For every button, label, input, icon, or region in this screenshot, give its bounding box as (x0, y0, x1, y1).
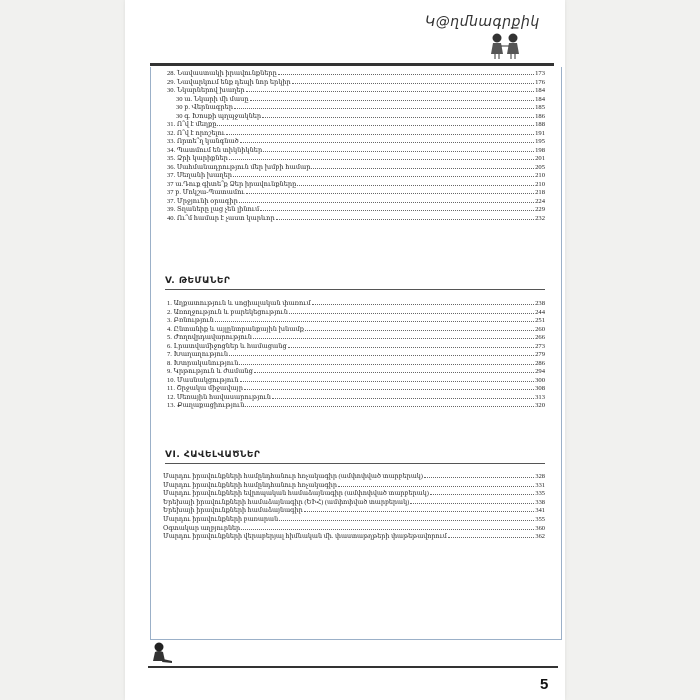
dot-leader (215, 321, 534, 322)
toc-entry-page: 184 (535, 87, 545, 94)
dot-leader (233, 176, 534, 177)
toc-entry-title: 7. Խաղաղություն (167, 351, 229, 358)
toc-entry-page: 238 (535, 300, 545, 307)
dot-leader (292, 83, 534, 84)
toc-entry (167, 121, 545, 130)
section-vi-title: VI. ՀԱՎԵԼՎԱԾՆԵՐ (165, 450, 261, 460)
toc-part-iv (167, 70, 545, 223)
toc-entry-page: 251 (535, 317, 545, 324)
toc-entry-title: 39. Տղաները լաց չեն լինում (167, 206, 260, 213)
toc-entry-title: Երեխայի իրավունքների համաձայնագիր (ԵԻՀ) (ամփոփված տարբերակ) (163, 498, 410, 506)
section-vi-rule (165, 463, 545, 464)
footer-rule (148, 666, 558, 668)
toc-entry (167, 377, 545, 386)
dot-leader (276, 219, 534, 220)
toc-entry (167, 147, 545, 156)
toc-entry (167, 206, 545, 215)
toc-entry (167, 130, 545, 139)
dot-leader (240, 381, 535, 382)
toc-entry (167, 70, 545, 79)
toc-entry (167, 360, 545, 369)
toc-entry (167, 96, 545, 105)
sitting-girl-icon (150, 641, 176, 667)
toc-entry (167, 351, 545, 360)
dot-leader (241, 529, 534, 530)
toc-entry (167, 164, 545, 173)
toc-entry-title: 29. Նավարկում ենք դեպի նոր երկիր (167, 78, 291, 86)
toc-entry-title: 12. Սեռային հավասարություն (167, 393, 271, 401)
toc-entry (163, 482, 545, 491)
toc-entry-title: Երեխայի իրավունքների համաձայնագիր (163, 507, 303, 515)
dot-leader (312, 304, 534, 305)
dot-leader (229, 159, 534, 160)
toc-entry-title: Մարդու իրավունքների համընդհանուր հռչակագիր (163, 481, 337, 489)
toc-entry-page: 308 (535, 385, 545, 392)
dot-leader (239, 364, 534, 365)
toc-entry-page: 328 (535, 473, 545, 480)
toc-entry-title: Օգտակար աղբյուրներ (163, 524, 241, 532)
toc-entry-page: 229 (535, 206, 545, 213)
toc-entry-page: 335 (535, 490, 545, 498)
toc-entry (167, 317, 545, 326)
toc-entry-page: 313 (535, 393, 545, 401)
toc-entry (167, 104, 545, 113)
toc-entry (167, 189, 545, 198)
toc-entry-page: 338 (535, 498, 545, 506)
toc-entry-page: 188 (535, 121, 545, 128)
header-logo (425, 12, 565, 52)
toc-entry-page: 341 (535, 507, 545, 515)
toc-entry (167, 155, 545, 164)
toc-entry-title: 30 բ. Վերնագրեր (176, 104, 233, 111)
toc-entry-page: 286 (535, 359, 545, 367)
toc-entry-page: 184 (535, 95, 545, 103)
toc-section-vi (163, 473, 545, 542)
toc-entry (163, 473, 545, 482)
toc-entry (163, 507, 545, 516)
toc-entry-title: 11. Շրջակա միջավայր (167, 385, 243, 392)
dot-leader (304, 511, 535, 512)
toc-entry-title: 2. Առողջություն և բարեկեցություն (167, 308, 288, 316)
toc-entry-page: 191 (535, 129, 545, 137)
toc-entry-title: 34. Պատմում են տիկնիկներ (167, 146, 263, 154)
dot-leader (311, 168, 534, 169)
toc-entry-page: 300 (535, 376, 545, 384)
toc-entry (167, 368, 545, 377)
dot-leader (244, 389, 534, 390)
toc-entry-title: 3. Բռնություն (167, 317, 214, 324)
dot-leader (246, 91, 534, 92)
dot-leader (246, 193, 535, 194)
toc-entry-page: 232 (535, 214, 545, 222)
toc-entry-page: 176 (535, 78, 545, 86)
toc-entry (167, 300, 545, 309)
dot-leader (410, 503, 534, 504)
toc-entry (163, 533, 545, 542)
toc-entry-page: 224 (535, 197, 545, 205)
toc-entry-page: 186 (535, 112, 545, 120)
toc-entry-page: 210 (535, 172, 545, 179)
toc-entry (167, 394, 545, 403)
toc-entry-title: 37 ա.Դուք գիտե՞ք Ձեր իրավունքները (167, 180, 297, 188)
header-rule (150, 63, 554, 66)
dot-leader (448, 537, 535, 538)
girls-figure-icon (487, 32, 527, 60)
toc-entry-page: 360 (535, 524, 545, 532)
toc-entry-page: 273 (535, 342, 545, 350)
toc-entry-title: 40. Ու՞մ համար է չաստ կարևոր (167, 214, 275, 222)
toc-entry-title: Մարդու իրավունքների համընդհանուր հռչակագիր (ամփոփված տարբերակ) (163, 473, 423, 480)
toc-entry-title: 30 ա. Նկարի մի մասը (176, 95, 249, 103)
toc-entry (167, 172, 545, 181)
toc-entry-title: 33. Որտե՞ղ կանգնած (167, 138, 239, 145)
toc-entry (167, 198, 545, 207)
toc-entry (167, 326, 545, 335)
section-v-title: V. ԹԵՄԱՆԵՐ (165, 276, 231, 286)
toc-entry (163, 525, 545, 534)
table-of-contents (150, 67, 562, 640)
dot-leader (260, 210, 534, 211)
toc-entry-page: 266 (535, 334, 545, 341)
toc-entry-title: 8. Խտրականություն (167, 359, 239, 367)
toc-entry-title: 37. Սեղանի խաղեր (167, 172, 233, 179)
dot-leader (253, 338, 534, 339)
toc-entry-page: 201 (535, 155, 545, 162)
toc-entry-title: 30. Նկարներով խաղեր (167, 87, 245, 94)
toc-entry-page: 185 (535, 104, 545, 111)
toc-entry (167, 181, 545, 190)
dot-leader (430, 494, 535, 495)
toc-entry (167, 402, 545, 411)
toc-entry-title: Մարդու իրավունքների վերաբերյալ հիմնական մի. փաստաթղթերի փաթեթավորում (163, 533, 447, 541)
dot-leader (288, 347, 534, 348)
toc-entry-page: 362 (535, 533, 545, 541)
page-number: 5 (540, 676, 549, 693)
toc-entry (163, 516, 545, 525)
toc-entry-page: 198 (535, 146, 545, 154)
toc-entry-page: 195 (535, 138, 545, 145)
toc-entry-title: 28. Նավաստակի իրավունքները (167, 70, 277, 77)
toc-entry-title: 37 բ. Մոկշա-Պատամու (167, 189, 245, 196)
dot-leader (240, 142, 534, 143)
toc-entry-title: 13. Քաղաքացիություն (167, 402, 245, 409)
dot-leader (289, 313, 534, 314)
toc-entry (167, 385, 545, 394)
toc-entry (167, 87, 545, 96)
dot-leader (234, 108, 534, 109)
toc-entry-page: 244 (535, 308, 545, 316)
toc-entry-page: 279 (535, 351, 545, 358)
toc-entry-title: 10. Մասնակցություն (167, 376, 239, 384)
toc-entry-page: 205 (535, 163, 545, 171)
toc-entry-page: 320 (535, 402, 545, 409)
toc-entry-page: 260 (535, 325, 545, 333)
toc-entry-title: 35. Ձրի կարիքներ (167, 155, 228, 162)
toc-entry-page: 210 (535, 180, 545, 188)
logo-text: Կ@ղմնագրքիկ (425, 14, 540, 30)
dot-leader (254, 372, 534, 373)
dot-leader (279, 520, 534, 521)
toc-entry (167, 334, 545, 343)
dot-leader (226, 134, 534, 135)
toc-entry (167, 309, 545, 318)
dot-leader (239, 202, 534, 203)
toc-entry-title: 37. Մրջյունի օրագիր (167, 197, 238, 205)
toc-entry-title: 36. Սահմանադրություն մեր խմբի համար (167, 163, 311, 171)
toc-entry-title: 4. Ընտանիք և այլընտրանքային խնամք (167, 325, 304, 333)
toc-entry-title: 1. Աղքատություն և սոցիալական փառում (167, 300, 311, 307)
dot-leader (262, 117, 534, 118)
dot-leader (278, 74, 534, 75)
toc-entry-page: 218 (535, 189, 545, 196)
toc-entry-page: 173 (535, 70, 545, 77)
dot-leader (250, 100, 535, 101)
toc-entry-title: 9. Կրթություն և ժամանց (167, 368, 253, 375)
toc-entry (167, 343, 545, 352)
dot-leader (272, 398, 534, 399)
toc-entry-page: 355 (535, 515, 545, 523)
dot-leader (305, 330, 534, 331)
toc-section-v (167, 300, 545, 411)
toc-entry (167, 113, 545, 122)
dot-leader (338, 486, 534, 487)
dot-leader (297, 185, 534, 186)
toc-entry-page: 331 (535, 481, 545, 489)
toc-entry-title: 6. Լրատվամիջոցներ և համացանց (167, 342, 287, 350)
toc-entry-title: 31. Ո՞վ է մեղքը (167, 121, 217, 128)
toc-entry (167, 79, 545, 88)
toc-entry (167, 138, 545, 147)
toc-entry-title: Մարդու իրավունքների եվրոպական համաձայնագիր (ամփոփված տարբերակ) (163, 490, 429, 498)
toc-entry (163, 490, 545, 499)
toc-entry-title: 5. Ժողովրդավարություն (167, 334, 252, 341)
toc-entry-title: Մարդու իրավունքների բառարան (163, 515, 279, 523)
dot-leader (217, 125, 534, 126)
toc-entry (167, 215, 545, 224)
toc-entry-title: 30 գ. Խոսքի պղպջակներ (176, 112, 262, 120)
section-v-rule (165, 289, 545, 290)
dot-leader (424, 477, 534, 478)
toc-entry-title: 32. Ո՞վ է որոշելու (167, 129, 225, 137)
toc-entry-page: 294 (535, 368, 545, 375)
dot-leader (263, 151, 534, 152)
dot-leader (229, 355, 534, 356)
dot-leader (245, 406, 534, 407)
